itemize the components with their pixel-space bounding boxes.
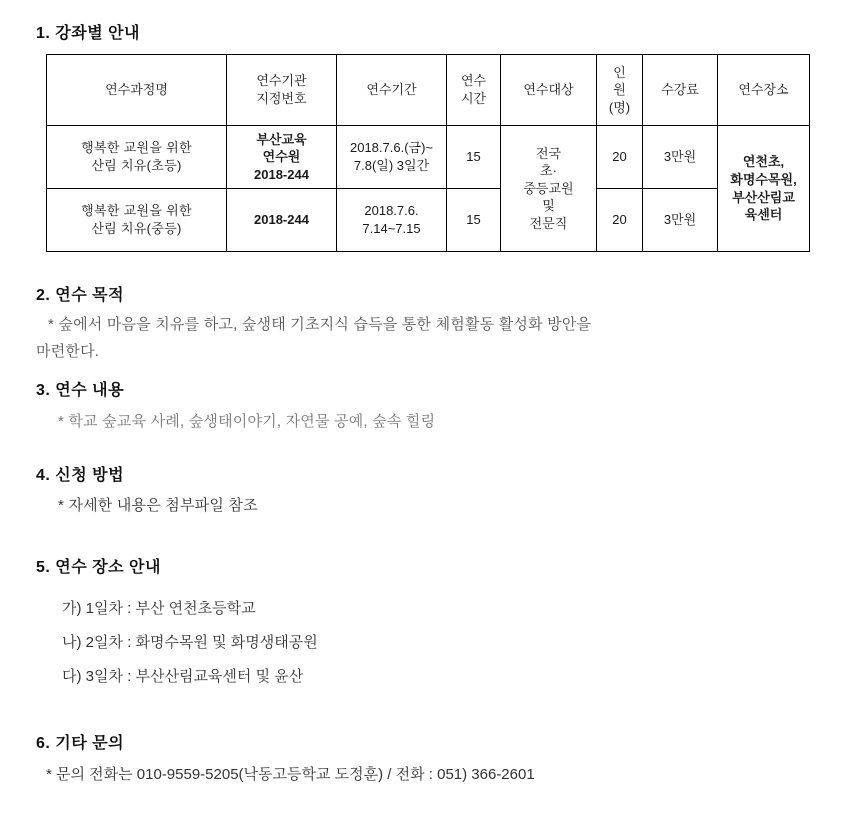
cell-place-line2: 화명수목원, bbox=[730, 171, 797, 187]
cell-org-line3: 2018-244 bbox=[254, 166, 309, 182]
cell-period bbox=[337, 189, 447, 252]
cell-course-name bbox=[47, 189, 227, 252]
cell-place-line1: 연천초, bbox=[742, 154, 785, 170]
cell-course-name-line1: 행복한 교원을 위한 bbox=[81, 203, 192, 219]
col-header-target bbox=[501, 55, 597, 126]
section-5-item-2: 나) 2일차 : 화명수목원 및 화명생태공원 bbox=[62, 634, 318, 651]
table-row bbox=[47, 126, 810, 189]
cell-fee: 3만원 bbox=[643, 126, 718, 189]
cell-hours: 15 bbox=[447, 126, 501, 189]
cell-place-line4: 육센터 bbox=[744, 207, 783, 223]
col-header-capacity-line2: 원 bbox=[613, 82, 626, 98]
col-header-course-name bbox=[47, 55, 227, 126]
cell-period-line1: 2018.7.6. bbox=[364, 203, 419, 219]
cell-capacity: 20 bbox=[597, 189, 643, 252]
cell-target-line3: 중등교원 bbox=[523, 180, 574, 196]
section-2-line-2: 마련한다. bbox=[36, 343, 100, 360]
cell-period bbox=[337, 126, 447, 189]
col-header-org-line2: 지정번호 bbox=[256, 91, 307, 106]
cell-org-line2: 연수원 bbox=[262, 149, 301, 165]
course-table bbox=[46, 54, 810, 252]
section-5-item-1: 가) 1일차 : 부산 연천초등학교 bbox=[62, 600, 256, 617]
section-2-heading: 2. 연수 목적 bbox=[36, 287, 125, 304]
table-header-row bbox=[47, 55, 810, 126]
section-5-heading: 5. 연수 장소 안내 bbox=[36, 559, 161, 576]
cell-course-name bbox=[47, 126, 227, 189]
cell-target bbox=[501, 126, 597, 252]
col-header-period-text: 연수기간 bbox=[366, 82, 417, 98]
section-2-line-1: * 숲에서 마음을 치유를 하고, 숲생태 기초지식 습득을 통한 체험활동 활성화 방안을 bbox=[48, 316, 592, 333]
section-6-heading: 6. 기타 문의 bbox=[36, 735, 125, 752]
col-header-target-text: 연수대상 bbox=[523, 82, 574, 98]
col-header-hours-line1: 연수 bbox=[460, 73, 487, 89]
section-4-heading: 4. 신청 방법 bbox=[36, 467, 125, 484]
course-table-container bbox=[46, 54, 809, 252]
section-1-heading: 1. 강좌별 안내 bbox=[36, 25, 141, 42]
cell-org-line1: 부산교육 bbox=[256, 131, 307, 147]
cell-course-name-line2: 산림 치유(초등) bbox=[91, 158, 182, 173]
section-5-item-3: 다) 3일차 : 부산산림교육센터 및 윤산 bbox=[62, 668, 304, 685]
cell-target-line2: 초· bbox=[540, 163, 557, 179]
cell-period-line2: 7.14~7.15 bbox=[362, 221, 421, 236]
col-header-place-text: 연수장소 bbox=[738, 82, 789, 98]
section-4-line-1: * 자세한 내용은 첨부파일 참조 bbox=[58, 497, 258, 514]
cell-period-line2: 7.8(일) 3일간 bbox=[353, 158, 430, 173]
cell-hours: 15 bbox=[447, 189, 501, 252]
cell-org-number bbox=[227, 126, 337, 189]
cell-course-name-line2: 산림 치유(중등) bbox=[91, 221, 182, 236]
section-6-line-1: * 문의 전화는 010-9559-5205(낙동고등학교 도정훈) / 전화 : 051) 366-2601 bbox=[46, 766, 535, 783]
col-header-fee-text: 수강료 bbox=[661, 82, 699, 98]
cell-fee: 3만원 bbox=[643, 189, 718, 252]
table-row bbox=[47, 189, 810, 252]
cell-course-name-line1: 행복한 교원을 위한 bbox=[81, 140, 192, 156]
cell-place bbox=[718, 126, 810, 252]
col-header-org-line1: 연수기관 bbox=[256, 73, 307, 89]
col-header-hours bbox=[447, 55, 501, 126]
col-header-place bbox=[718, 55, 810, 126]
col-header-fee bbox=[643, 55, 718, 126]
col-header-capacity-line3: (명) bbox=[608, 99, 631, 115]
cell-target-line4: 및 bbox=[542, 198, 555, 214]
col-header-org-number bbox=[227, 55, 337, 126]
cell-target-line1: 전국 bbox=[535, 145, 562, 161]
col-header-capacity-line1: 인 bbox=[613, 64, 626, 80]
col-header-hours-line2: 시간 bbox=[460, 91, 487, 106]
cell-place-line3: 부산산림교 bbox=[732, 189, 795, 205]
cell-capacity: 20 bbox=[597, 126, 643, 189]
cell-target-line5: 전문직 bbox=[529, 215, 568, 231]
col-header-capacity bbox=[597, 55, 643, 126]
cell-period-line1: 2018.7.6.(금)~ bbox=[349, 140, 434, 156]
section-3-heading: 3. 연수 내용 bbox=[36, 382, 125, 399]
col-header-course-name-text: 연수과정명 bbox=[105, 82, 168, 98]
col-header-period bbox=[337, 55, 447, 126]
cell-org-number: 2018-244 bbox=[227, 189, 337, 252]
section-3-line-1: * 학교 숲교육 사례, 숲생태이야기, 자연물 공예, 숲속 힐링 bbox=[58, 413, 436, 430]
